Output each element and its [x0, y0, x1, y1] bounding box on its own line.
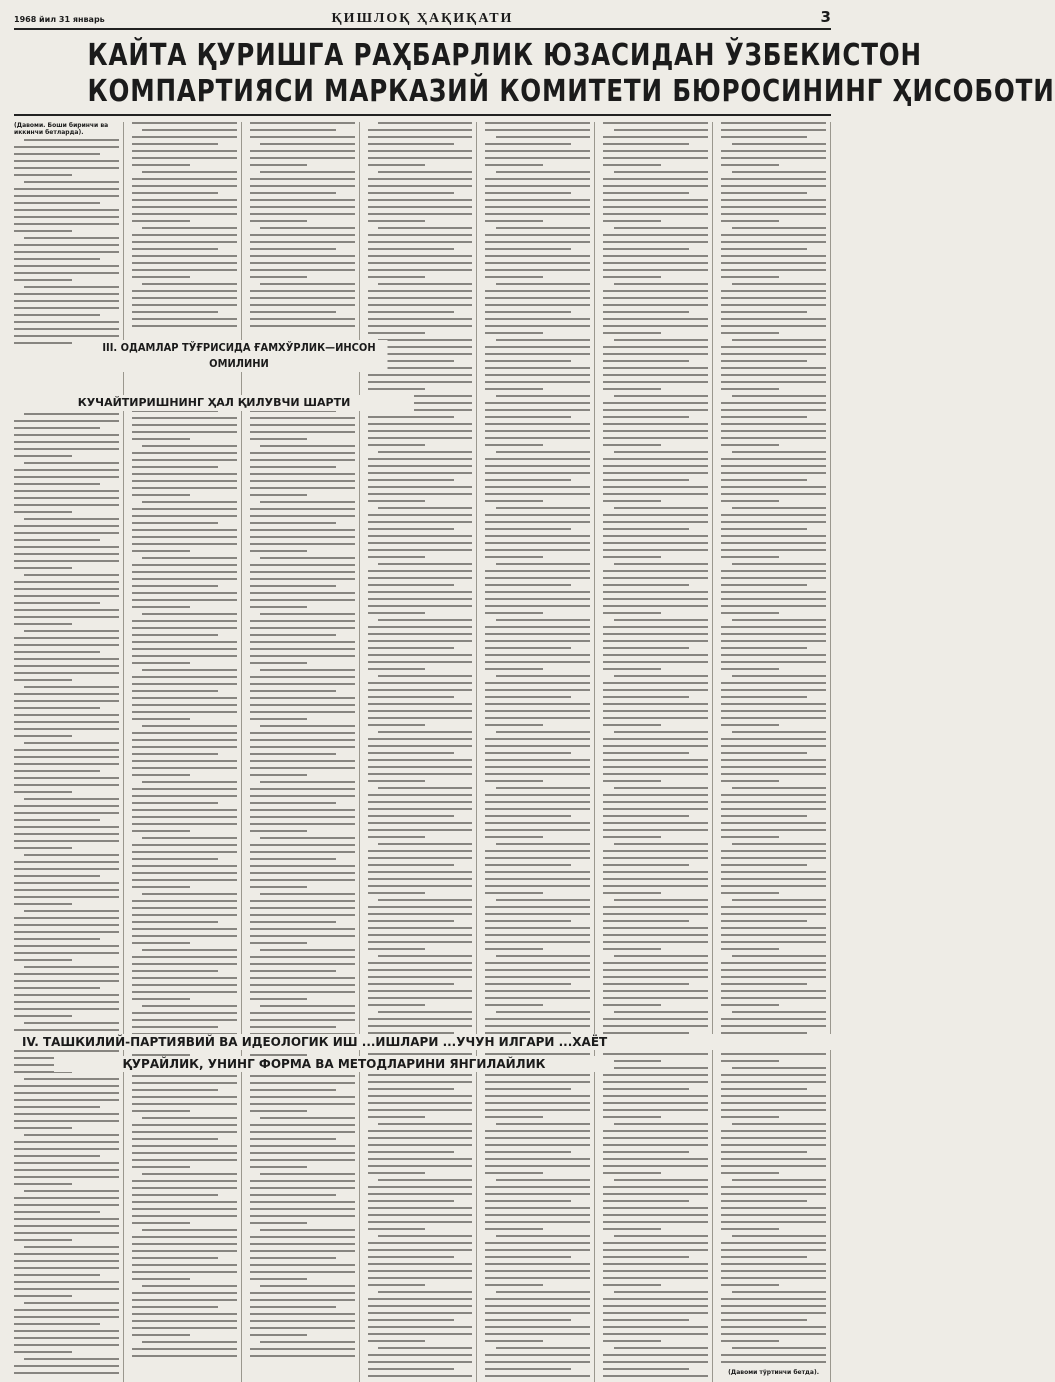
column-6-text	[603, 122, 708, 1377]
section-4-subheading: ҚУРАЙЛИК, УНИНГ ФОРМА ВА МЕТОДЛАРИНИ ЯНГИЛАЙЛИК	[54, 1056, 614, 1072]
column-5-text	[485, 122, 590, 1377]
section-3-heading: III. ОДАМЛАР ТЎҒРИСИДА ҒАМХЎРЛИК—ИНСОН ОМИЛИНИ	[91, 340, 388, 372]
headline-line-2: КОМПАРТИЯСИ МАРКАЗИЙ КОМИТЕТИ БЮРОСИНИНГ ҲИСОБОТИ	[87, 74, 1055, 109]
column-3	[250, 122, 360, 1382]
paper-name: ҚИШЛОҚ ҲАҚИҚАТИ	[331, 11, 514, 26]
page-number: 3	[820, 8, 831, 26]
column-1-text	[14, 139, 119, 1374]
column-1	[14, 122, 124, 1382]
issue-date: 1968 йил 31 январь	[14, 15, 105, 24]
column-4	[368, 122, 478, 1382]
headline-line-1: КАЙТА ҚУРИШГА РАҲБАРЛИК ЮЗАСИДАН ЎЗБЕКИСТОН	[87, 38, 922, 73]
column-4-text	[368, 122, 473, 1377]
column-7	[721, 122, 831, 1382]
main-headline	[14, 38, 1055, 110]
article-columns	[14, 122, 831, 1376]
column-7-text	[721, 122, 826, 1376]
column-5	[485, 122, 595, 1382]
headline-rule	[14, 114, 831, 116]
masthead	[14, 8, 831, 30]
section-3-subheading: КУЧАЙТИРИШНИНГ ҲАЛ ҚИЛУВЧИ ШАРТИ	[14, 395, 414, 411]
column-3-text	[250, 122, 355, 1357]
byline: (Давоми. Боши биринчи ва иккинчи бетларда).	[14, 122, 109, 136]
section-4-heading: IV. ТАШКИЛИЙ-ПАРТИЯВИЙ ВА ИДЕОЛОГИК ИШ ...ИШЛАРИ ...УЧУН ИЛГАРИ ...ХАЁТ	[14, 1034, 839, 1050]
column-2	[132, 122, 242, 1382]
continued-note: (Давоми тўртинчи бетда).	[728, 1369, 819, 1376]
column-2-text	[132, 122, 237, 1357]
column-6	[603, 122, 713, 1382]
